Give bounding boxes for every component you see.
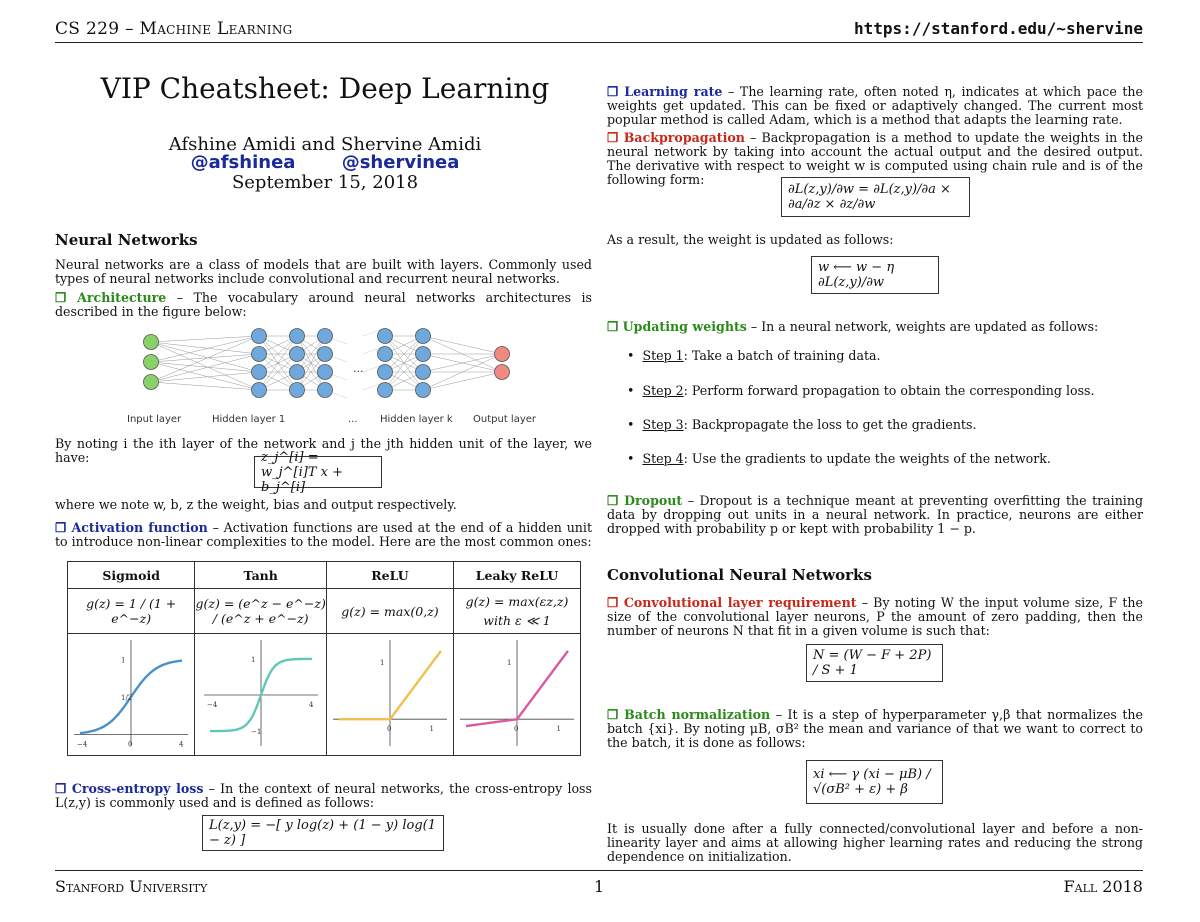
equation-z: z_j^[i] = w_j^[i]T x + b_j^[i] xyxy=(254,456,382,488)
network-node xyxy=(318,383,333,398)
formula-leaky-main: g(z) = max(εz,z) xyxy=(465,594,569,609)
network-node xyxy=(252,365,267,380)
course-header: CS 229 – Machine Learning xyxy=(55,19,293,39)
step-3-label: Step 3 xyxy=(642,417,684,432)
step-1-label: Step 1 xyxy=(642,348,684,363)
network-node xyxy=(495,365,510,380)
uw-text: – In a neural network, weights are updated as follows: xyxy=(746,319,1099,334)
leaky-relu-curve xyxy=(454,634,580,752)
step-4-label: Step 4 xyxy=(642,451,684,466)
network-node xyxy=(416,347,431,362)
step-3: • Step 3: Backpropagate the loss to get the gradients. xyxy=(627,417,977,432)
network-node xyxy=(318,329,333,344)
activation-table xyxy=(67,561,581,756)
network-node xyxy=(416,365,431,380)
section-neural-networks: Neural Networks xyxy=(55,231,198,249)
col-leaky-relu: Leaky ReLU xyxy=(453,562,580,589)
ce-text: – In the context of neural networks, the cross-entropy loss L(z,y) is commonly used and is defined as follows: xyxy=(55,781,592,810)
header-rule xyxy=(55,42,1143,43)
network-node xyxy=(495,347,510,362)
plot-tanh xyxy=(195,634,327,756)
cl-paragraph xyxy=(607,596,1143,638)
step-2: • Step 2: Perform forward propagation to obtain the corresponding loss. xyxy=(627,383,1095,398)
date: September 15, 2018 xyxy=(231,172,419,193)
dropout-paragraph xyxy=(607,494,1143,536)
network-node xyxy=(290,329,305,344)
col-relu: ReLU xyxy=(326,562,453,589)
figure-ellipsis: ... xyxy=(353,362,364,375)
fig-label-output: Output layer xyxy=(473,414,537,425)
network-node xyxy=(290,365,305,380)
formula-sigmoid: g(z) = 1 / (1 + e^−z) xyxy=(68,589,195,634)
relu-curve xyxy=(327,634,453,752)
x-tick-label: −4 xyxy=(77,740,88,749)
equation-neurons: N = (W − F + 2P) / S + 1 xyxy=(806,644,943,682)
equation-cross-entropy: L(z,y) = −[ y log(z) + (1 − y) log(1 − z) ] xyxy=(202,815,444,851)
tanh-curve xyxy=(198,634,324,752)
fig-label-hiddenk: Hidden layer k xyxy=(380,414,453,425)
step-1: • Step 1: Take a batch of training data. xyxy=(627,348,881,363)
network-node xyxy=(378,329,393,344)
footer-university: Stanford University xyxy=(55,877,208,896)
footer-rule xyxy=(55,870,1143,871)
fig-label-input: Input layer xyxy=(127,414,182,425)
footer-term: Fall 2018 xyxy=(1063,877,1143,896)
x-tick-label: −4 xyxy=(206,701,217,709)
x-tick-label: 0 xyxy=(386,725,392,734)
authors: Afshine Amidi and Shervine Amidi xyxy=(168,134,482,155)
formula-leaky-relu xyxy=(453,589,580,634)
result-paragraph: As a result, the weight is updated as follows: xyxy=(607,232,894,247)
lr-keyword: ❒ Learning rate xyxy=(607,84,723,99)
bp-text: – Backpropagation is a method to update the weights in the neural network by taking into account the actual output and the desired output. The derivative with respect to weight w is computed using chain rule and is of the following form: xyxy=(607,130,1143,187)
bn-text: – It is a step of hyperparameter γ,β that normalizes the batch {xi}. By noting μB, σB² the mean and variance of that we want to correct to the batch, it is done as follows: xyxy=(607,707,1143,750)
bn-keyword: ❒ Batch normalization xyxy=(607,707,771,722)
activation-keyword: ❒ Activation function xyxy=(55,520,208,535)
handle-shervinea[interactable]: @shervinea xyxy=(341,152,460,173)
step-3-text: : Backpropagate the loss to get the gradients. xyxy=(683,417,977,432)
dropout-keyword: ❒ Dropout xyxy=(607,493,683,508)
nn-intro: Neural networks are a class of models that are built with layers. Commonly used types of neural networks include convolutional and recurrent neural networks. xyxy=(55,257,592,286)
cl-keyword: ❒ Convolutional layer requirement xyxy=(607,595,857,610)
x-tick-label: 4 xyxy=(179,740,184,749)
noting-paragraph: By noting i the ith layer of the network and j the jth hidden unit of the layer, we have: xyxy=(55,436,592,465)
y-tick-label: 1 xyxy=(506,659,512,668)
x-tick-label: 0 xyxy=(513,725,519,734)
network-node xyxy=(416,329,431,344)
network-figure xyxy=(55,322,595,430)
plot-sigmoid xyxy=(68,634,195,756)
network-node xyxy=(144,375,159,390)
arch-text: – The vocabulary around neural networks architectures is described in the figure below: xyxy=(55,290,593,319)
y-tick-label: 1 xyxy=(379,659,385,668)
equation-backprop: ∂L(z,y)/∂w = ∂L(z,y)/∂a × ∂a/∂z × ∂z/∂w xyxy=(781,177,970,217)
y-tick-label: 1/2 xyxy=(121,693,133,702)
url-header[interactable]: https://stanford.edu/~shervine xyxy=(854,19,1143,38)
equation-batchnorm: xi ⟵ γ (xi − μB) / √(σB² + ε) + β xyxy=(806,760,943,804)
ce-paragraph xyxy=(55,782,592,810)
fig-label-dots: ... xyxy=(348,414,358,425)
col-tanh: Tanh xyxy=(195,562,327,589)
network-node xyxy=(378,365,393,380)
network-node xyxy=(318,347,333,362)
x-tick-label: 4 xyxy=(308,701,314,709)
where-paragraph: where we note w, b, z the weight, bias and output respectively. xyxy=(55,497,457,512)
x-tick-label: 1 xyxy=(556,725,561,734)
uw-keyword: ❒ Updating weights xyxy=(607,319,747,334)
x-tick-label: 1 xyxy=(429,725,434,734)
handle-afshinea[interactable]: @afshinea xyxy=(190,152,296,173)
network-node xyxy=(378,347,393,362)
y-tick-label: 1 xyxy=(250,655,256,664)
uw-paragraph xyxy=(607,320,1143,334)
formula-tanh: g(z) = (e^z − e^−z) / (e^z + e^−z) xyxy=(195,589,327,634)
sigmoid-curve xyxy=(68,634,194,752)
step-4: • Step 4: Use the gradients to update the weights of the network. xyxy=(627,451,1051,466)
ce-keyword: ❒ Cross-entropy loss xyxy=(55,781,204,796)
cl-text: – By noting W the input volume size, F the size of the convolutional layer neurons, P the amount of zero padding, then the number of neurons N that fit in a given volume is such that: xyxy=(607,595,1143,638)
network-node xyxy=(290,383,305,398)
lr-paragraph xyxy=(607,85,1143,127)
section-cnn: Convolutional Neural Networks xyxy=(607,566,872,584)
formula-leaky-note: with ε ≪ 1 xyxy=(483,613,551,628)
step-2-text: : Perform forward propagation to obtain the corresponding loss. xyxy=(683,383,1095,398)
network-edge xyxy=(151,362,259,372)
bn-paragraph xyxy=(607,708,1143,750)
equation-update: w ⟵ w − η ∂L(z,y)/∂w xyxy=(811,256,939,294)
fig-label-hidden1: Hidden layer 1 xyxy=(212,414,286,425)
arch-keyword: ❒ Architecture xyxy=(55,290,167,305)
network-node xyxy=(378,383,393,398)
network-edge xyxy=(423,336,502,354)
y-tick-label: 1 xyxy=(121,656,126,665)
network-node xyxy=(252,329,267,344)
page-number: 1 xyxy=(594,877,605,896)
step-1-text: : Take a batch of training data. xyxy=(683,348,881,363)
plot-relu xyxy=(326,634,453,756)
network-edge xyxy=(151,336,259,382)
activation-text: – Activation functions are used at the end of a hidden unit to introduce non-linear complexities to the model. Here are the most common ones: xyxy=(55,520,593,549)
bp-keyword: ❒ Backpropagation xyxy=(607,130,745,145)
handles xyxy=(55,152,595,173)
page-title: VIP Cheatsheet: Deep Learning xyxy=(100,72,550,105)
formula-relu: g(z) = max(0,z) xyxy=(326,589,453,634)
network-node xyxy=(318,365,333,380)
dropout-text: – Dropout is a technique meant at preventing overfitting the training data by dropping out units in a neural network. In practice, neurons are either dropped with probability p or kept with probability 1 − p. xyxy=(607,493,1144,536)
network-edge xyxy=(423,372,502,390)
network-node xyxy=(252,347,267,362)
y-tick-label: −1 xyxy=(250,728,261,737)
col-sigmoid: Sigmoid xyxy=(68,562,195,589)
network-node xyxy=(144,335,159,350)
plot-leaky-relu xyxy=(453,634,580,756)
bn-end-paragraph: It is usually done after a fully connected/convolutional layer and before a non-linearity layer and aims at allowing higher learning rates and reducing the strong dependence on initialization. xyxy=(607,821,1143,864)
network-edge xyxy=(151,342,259,354)
activation-paragraph xyxy=(55,521,592,549)
network-node xyxy=(252,383,267,398)
network-edge xyxy=(151,336,259,342)
arch-paragraph xyxy=(55,291,592,319)
step-2-label: Step 2 xyxy=(642,383,684,398)
network-node xyxy=(290,347,305,362)
network-node xyxy=(416,383,431,398)
network-edge xyxy=(151,342,259,372)
x-tick-label: 0 xyxy=(128,740,133,749)
lr-text: – The learning rate, often noted η, indicates at which pace the weights get updated. This can be fixed or adaptively changed. The current most popular method is called Adam, which is a method that adapts the learning rate. xyxy=(607,84,1143,127)
network-edge xyxy=(151,372,259,382)
step-4-text: : Use the gradients to update the weights of the network. xyxy=(683,451,1051,466)
network-node xyxy=(144,355,159,370)
